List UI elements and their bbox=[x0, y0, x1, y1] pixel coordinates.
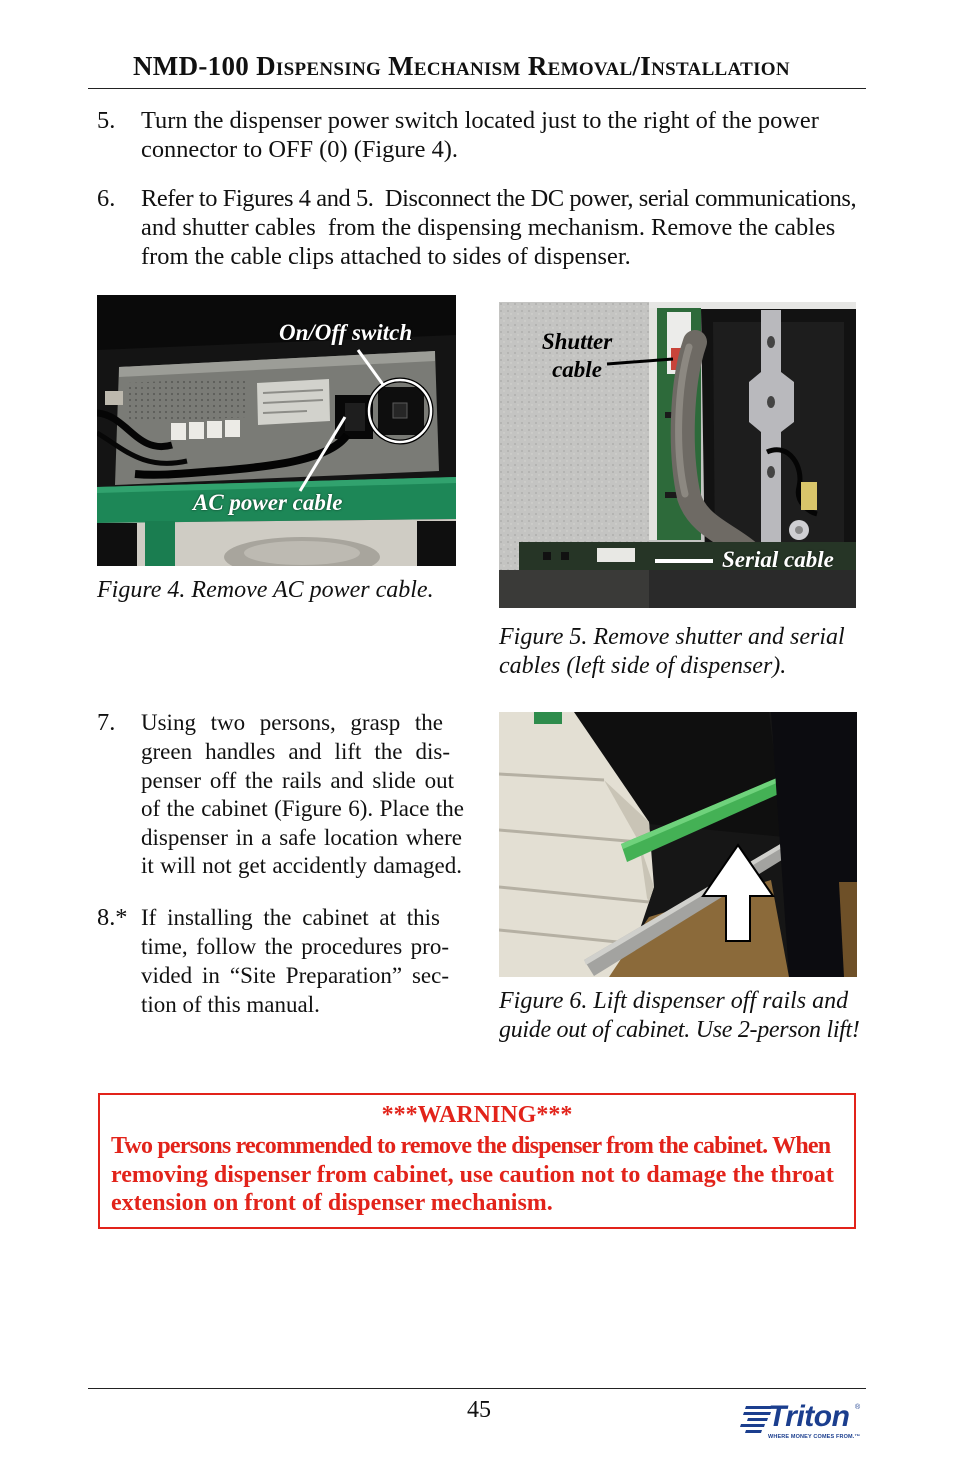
cassette-green-tab bbox=[534, 712, 562, 724]
step-6-line: Refer to Figures 4 and 5. Disconnect the DC power, serial communications, bbox=[141, 185, 857, 212]
shutter-cable-label-line: cable bbox=[552, 357, 602, 382]
figure-6-caption: Figure 6. Lift dispenser off rails and bbox=[499, 988, 849, 1014]
cabinet-side bbox=[97, 523, 137, 566]
terminal-block bbox=[189, 422, 204, 439]
throat-opening-inner bbox=[244, 541, 360, 565]
power-switch bbox=[393, 403, 407, 418]
logo-stripe bbox=[745, 1430, 762, 1433]
bracket-hole bbox=[767, 336, 775, 348]
chassis-perforation bbox=[127, 377, 249, 423]
cabinet-side bbox=[417, 521, 456, 566]
step-5-line: connector to OFF (0) (Figure 4). bbox=[141, 136, 459, 163]
page-header-title: NMD-100 Dispensing Mechanism Removal/Installation bbox=[133, 51, 790, 81]
logo-registered-mark: ® bbox=[855, 1404, 861, 1411]
lower-left-shadow bbox=[499, 570, 649, 608]
step-6-line: and shutter cables from the dispensing mechanism. Remove the cables bbox=[141, 214, 836, 241]
warning-title: ***WARNING*** bbox=[381, 1102, 573, 1128]
screw-head bbox=[795, 526, 803, 534]
logo-stripe bbox=[740, 1424, 765, 1427]
serial-connector bbox=[597, 548, 635, 562]
shutter-cable-label bbox=[539, 328, 615, 384]
top-edge bbox=[649, 302, 856, 309]
logo-stripe bbox=[747, 1418, 768, 1421]
board-component bbox=[543, 552, 551, 560]
figure-5-photo bbox=[499, 302, 856, 608]
warning-line: Two persons recommended to remove the dispenser from the cabinet. When bbox=[111, 1133, 831, 1159]
board-component bbox=[665, 492, 677, 498]
warning-line: removing dispenser from cabinet, use caution not to damage the throat bbox=[111, 1162, 834, 1188]
warning-line: extension on front of dispenser mechanism. bbox=[111, 1190, 553, 1216]
serial-cable-label: Serial cable bbox=[722, 547, 834, 572]
step-7-line: it will not get accidently damaged. bbox=[141, 853, 462, 878]
step-6-line: from the cable clips attached to sides of dispenser. bbox=[141, 243, 631, 270]
bracket-hole bbox=[767, 396, 775, 408]
figure-6-photo bbox=[499, 712, 857, 977]
bracket-hole bbox=[767, 466, 775, 478]
board-component bbox=[561, 552, 569, 560]
step-8-line: time, follow the procedures pro- bbox=[141, 934, 449, 959]
step-7-line: green handles and lift the dis- bbox=[141, 739, 450, 764]
step-8-number: 8.* bbox=[97, 904, 128, 931]
step-8-line: tion of this manual. bbox=[141, 992, 320, 1017]
terminal-block bbox=[171, 423, 186, 440]
step-7-line: penser off the rails and slide out bbox=[141, 768, 454, 793]
step-5-line: Turn the dispenser power switch located just to the right of the power bbox=[141, 107, 819, 134]
shutter-cable-label-line: Shutter bbox=[541, 329, 613, 354]
figure-5-caption: cables (left side of dispenser). bbox=[499, 653, 787, 679]
triton-logo-mark-icon bbox=[738, 1404, 772, 1436]
ac-power-plug bbox=[345, 403, 365, 431]
figure-4-caption: Figure 4. Remove AC power cable. bbox=[97, 577, 434, 603]
step-7-number: 7. bbox=[97, 709, 116, 736]
board-edge bbox=[649, 308, 657, 540]
terminal-block bbox=[207, 421, 222, 438]
logo-wordmark: Triton bbox=[768, 1400, 850, 1433]
warning-box bbox=[98, 1093, 856, 1229]
green-handle bbox=[145, 521, 175, 566]
figure-6-caption: guide out of cabinet. Use 2-person lift! bbox=[499, 1017, 860, 1043]
ground-screw bbox=[105, 391, 123, 405]
logo-stripe bbox=[743, 1412, 771, 1415]
ac-power-cable-label: AC power cable bbox=[193, 490, 343, 515]
figure-5-caption: Figure 5. Remove shutter and serial bbox=[499, 624, 845, 650]
page-number: 45 bbox=[467, 1397, 491, 1423]
step-8-line: If installing the cabinet at this bbox=[141, 905, 440, 930]
figure-4-photo bbox=[97, 295, 456, 566]
step-8-line: vided in “Site Preparation” sec- bbox=[141, 963, 449, 988]
step-5-number: 5. bbox=[97, 107, 116, 134]
triton-logo bbox=[738, 1398, 866, 1442]
step-7-line: Using two persons, grasp the bbox=[141, 710, 443, 735]
step-7-line: of the cabinet (Figure 6). Place the bbox=[141, 796, 464, 821]
footer-rule bbox=[88, 1388, 866, 1389]
terminal-block bbox=[225, 420, 240, 437]
header-rule bbox=[88, 88, 866, 89]
step-7-line: dispenser in a safe location where bbox=[141, 825, 462, 850]
ring-terminal bbox=[801, 482, 817, 510]
logo-tagline: WHERE MONEY COMES FROM.™ bbox=[768, 1434, 861, 1440]
step-6-number: 6. bbox=[97, 185, 116, 212]
figure-6-illustration bbox=[499, 712, 857, 977]
on-off-switch-label: On/Off switch bbox=[279, 320, 413, 345]
